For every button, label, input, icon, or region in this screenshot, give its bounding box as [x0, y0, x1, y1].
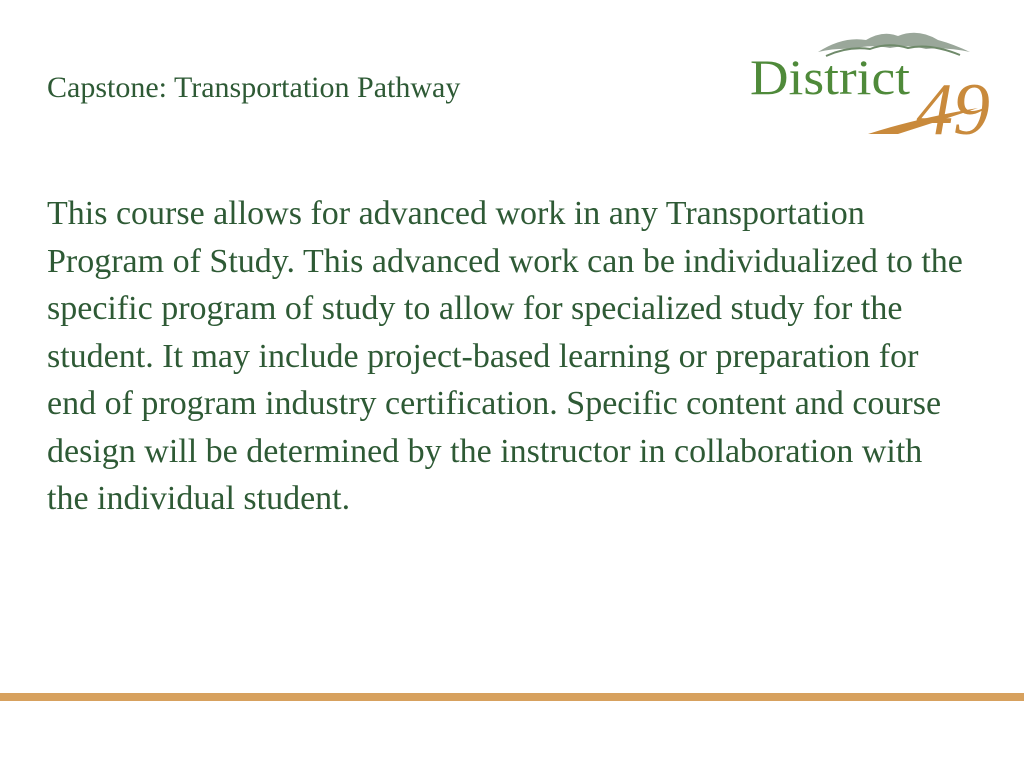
district-logo-svg	[748, 22, 1004, 152]
footer-divider	[0, 693, 1024, 701]
district-logo	[748, 22, 1004, 152]
slide-title: Capstone: Transportation Pathway	[47, 71, 461, 104]
slide-body-text: This course allows for advanced work in any Transportation Program of Study. This advanced work can be individualized to the specific program of study to allow for specialized study for the student. It may include project-based learning or preparation for end of program industry certification. Specific content and course design will be determined by the instructor in collaboration with the individual student.	[47, 195, 963, 517]
logo-number: 49	[916, 69, 990, 151]
logo-wordmark: District	[750, 49, 911, 105]
